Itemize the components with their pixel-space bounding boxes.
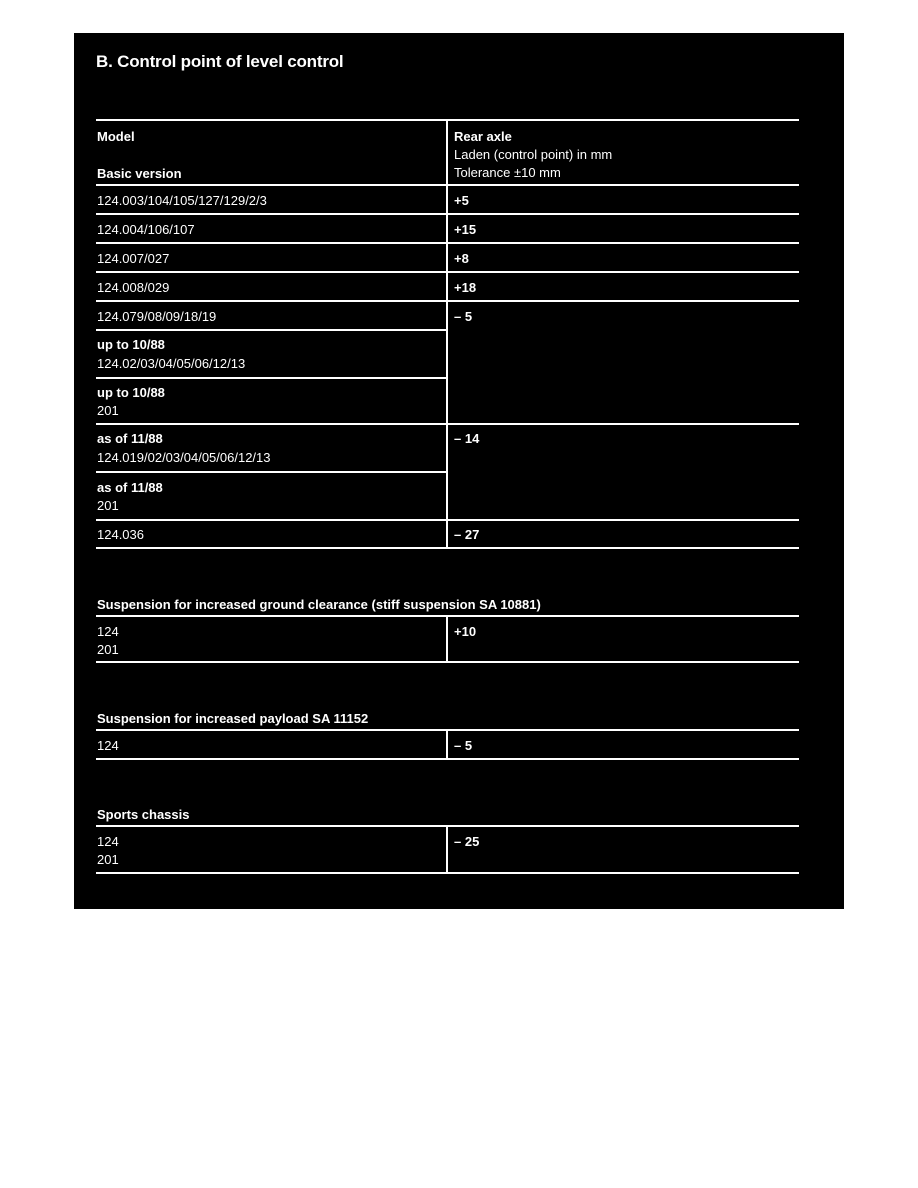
header-model: Model <box>97 129 135 144</box>
row-rule <box>96 184 799 186</box>
section-model: 124 <box>97 834 119 849</box>
table-row-value: +18 <box>454 280 477 295</box>
table-row-model: 124.02/03/04/05/06/12/13 <box>97 356 246 371</box>
table-row-model: 124.004/106/107 <box>97 222 195 237</box>
header-tolerance: Tolerance ±10 mm <box>454 165 561 180</box>
row-rule <box>96 213 799 215</box>
row-rule <box>96 423 799 425</box>
header-rear-axle: Rear axle <box>454 129 512 144</box>
section-model: 201 <box>97 642 119 657</box>
table-row-value: +15 <box>454 222 477 237</box>
row-rule <box>96 471 446 473</box>
section-heading-sports-chassis: Sports chassis <box>97 807 190 822</box>
section-heading-ground-clearance: Suspension for increased ground clearance (stiff suspension SA 10881) <box>97 597 541 612</box>
section-column-divider <box>446 825 448 873</box>
table-row-value: +8 <box>454 251 469 266</box>
section-bottom-rule <box>96 872 799 874</box>
row-rule <box>96 377 446 379</box>
table-row-model: 124.008/029 <box>97 280 170 295</box>
section-model: 124 <box>97 624 119 639</box>
table-row-model: 201 <box>97 498 119 513</box>
table-row-model: 201 <box>97 403 119 418</box>
document-panel <box>74 33 844 909</box>
table-row-model: 124.007/027 <box>97 251 170 266</box>
section-column-divider <box>446 729 448 759</box>
section-model: 201 <box>97 852 119 867</box>
section-value: +10 <box>454 624 477 639</box>
section-bottom-rule <box>96 758 799 760</box>
section-value: – 5 <box>454 738 473 753</box>
row-rule <box>96 300 799 302</box>
table-row-model: 124.003/104/105/127/129/2/3 <box>97 193 267 208</box>
table-row-qualifier: as of 11/88 <box>97 480 163 495</box>
table-row-qualifier: up to 10/88 <box>97 337 165 352</box>
table-row-value: – 14 <box>454 431 480 446</box>
row-rule <box>96 329 446 331</box>
section-value: – 25 <box>454 834 480 849</box>
table-row-model: 124.019/02/03/04/05/06/12/13 <box>97 450 271 465</box>
section-model: 124 <box>97 738 119 753</box>
header-basic-version: Basic version <box>97 166 182 181</box>
section-column-divider <box>446 615 448 662</box>
table-row-model: 124.036 <box>97 527 144 542</box>
row-rule <box>96 519 799 521</box>
section-bottom-rule <box>96 661 799 663</box>
row-rule <box>96 242 799 244</box>
document-title: B. Control point of level control <box>96 52 344 71</box>
table-row-value: – 5 <box>454 309 473 324</box>
section-heading-payload: Suspension for increased payload SA 11152 <box>97 711 369 726</box>
header-laden: Laden (control point) in mm <box>454 147 613 162</box>
table-row-value: +5 <box>454 193 469 208</box>
table-row-model: 124.079/08/09/18/19 <box>97 309 217 324</box>
row-rule <box>96 271 799 273</box>
table-row-qualifier: as of 11/88 <box>97 431 163 446</box>
table-bottom-rule <box>96 547 799 549</box>
table-row-value: – 27 <box>454 527 480 542</box>
table-row-qualifier: up to 10/88 <box>97 385 165 400</box>
